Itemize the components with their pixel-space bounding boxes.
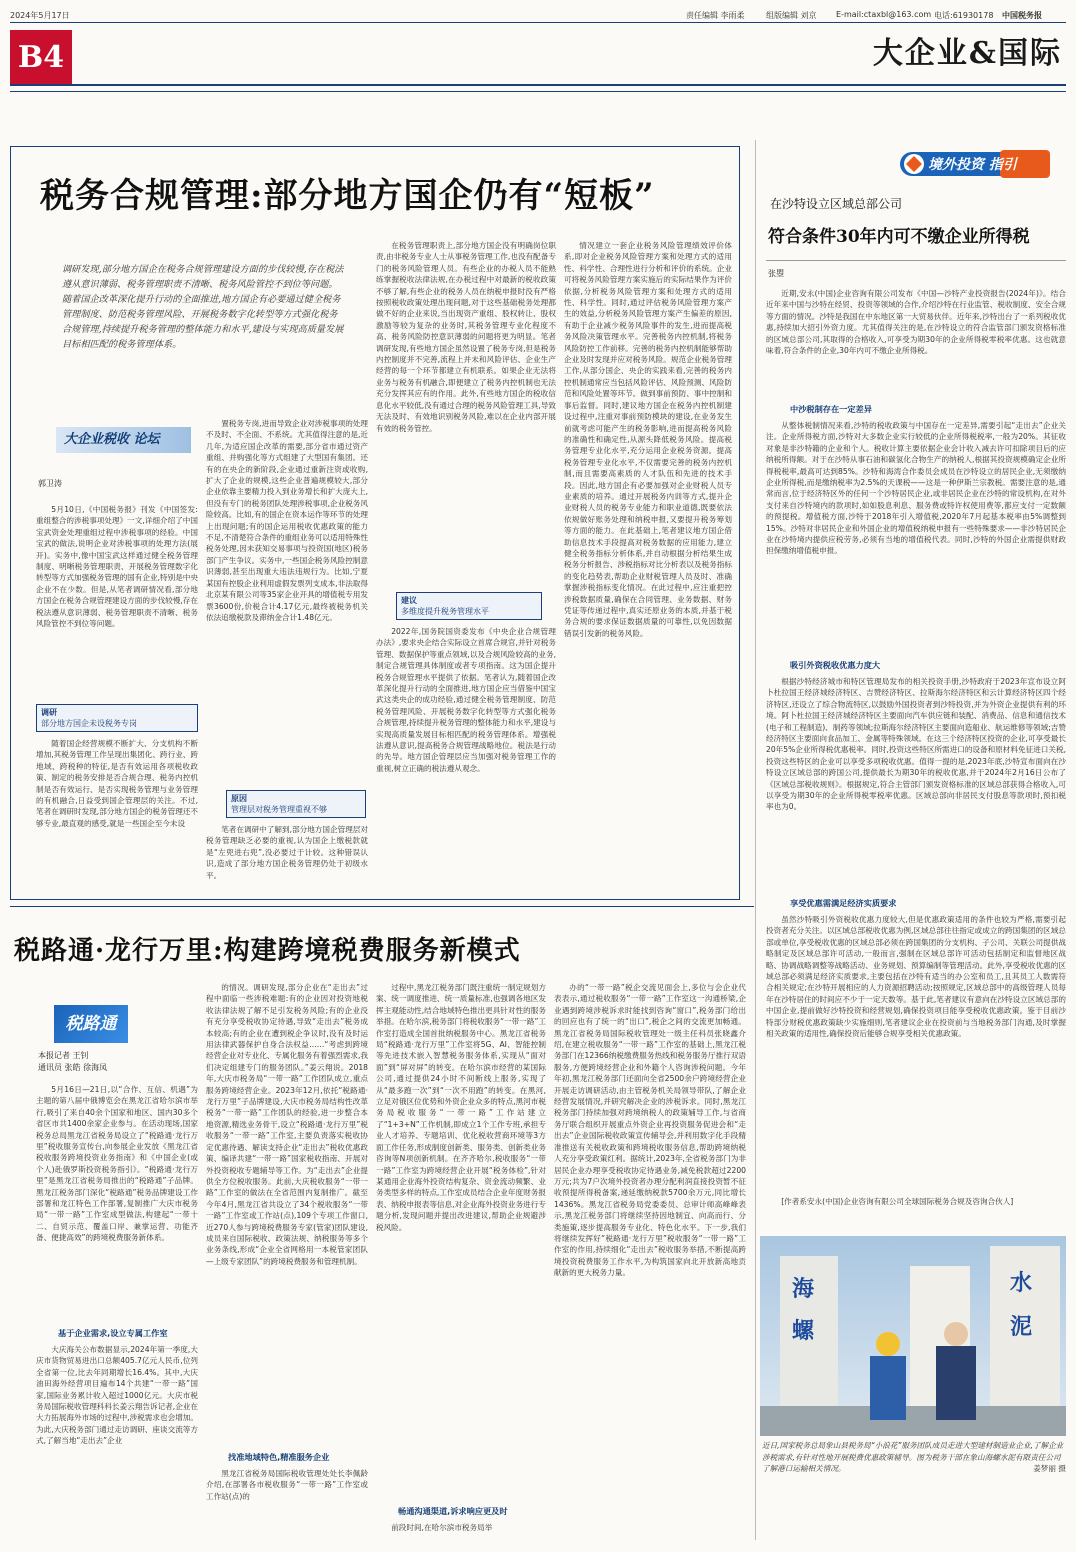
- photo-credit: 姜梦丽 摄: [1033, 1464, 1066, 1473]
- header-layout-editor: 组版编辑 刘京: [766, 11, 817, 20]
- callout-key: 原因: [231, 794, 247, 803]
- article2-col4: [554, 982, 746, 1540]
- news-photo: [760, 1236, 1066, 1436]
- article1-headline: 税务合规管理:部分地方国企仍有“短板”: [40, 176, 655, 216]
- photo-sign-char: 泥: [1010, 1315, 1033, 1340]
- right-subhead-2: 吸引外资税收优惠力度大: [790, 660, 881, 670]
- paragraph: 笔者在调研中了解到,部分地方国企管理层对税务管理缺乏必要的重视,认为国企上缴税款就是“左兜进右兜”,没必要过于计较。这种错误认识,造成了部分地方国企税务管理仍处于初级水平。: [206, 825, 368, 880]
- right-para-2: [766, 420, 1066, 654]
- article2-col3: [376, 982, 546, 1500]
- article1-col1b: [36, 738, 198, 894]
- paragraph: 随着国企经营规模不断扩大、分支机构不断增加,其税务管理工作呈现出集团化、跨行业、跨地域、跨税种的特征,是否有效运用各项税收政策、制定的税务安排是否合规合理、税务内控机制是否有效运行、是否实现税务管理与业务管理的有机融合,日益受到国企管理层的关注。不过,笔者在调研时发现,部分地方国企的税务管理还不够专业,最直观的感受,就是一些国企至今未设: [36, 739, 198, 828]
- tax-road-logo: 税路通: [54, 1005, 128, 1043]
- callout-cause: [226, 790, 366, 818]
- article2-subhead-3: 畅通沟通渠道,诉求响应更及时: [398, 1506, 508, 1516]
- article2-byline-reporter: 本报记者 王钊: [38, 1051, 89, 1060]
- callout-research: [36, 704, 198, 732]
- paragraph: 情况建立一套企业税务风险管理绩效评价体系,即对企业税务风险管理方案和处理方式的适用性、科学性、合理性进行分析和评价的系统。企业可将税务风险管理方案实施后的实际结果作为评价依据,分析税务风险管理方案和处理方式的适用性、科学性。同时,通过评估税务风险管理方案产生的效益,分析税务风险管理方案产生偏差的原因,有助于企业减少税务风险事件的发生,进而提高税务风险决策管理水平。完善税务内控机制,将税务风险防控工作前移。完善的税务内控机制能够帮助企业及时发现并应对税务风险。规范企业税务管理工作,从部分国企、央企的实践来看,完善的税务内控机制通常应当包括风险评估、风险预测、风险防范和风险处置等环节。做到事前预防、事中控制和事后监督。同时,建议地方国企在税务内控机制建设过程中,注重对事前预防模块的建设,在业务发生前就考虑可能产生的税务影响,进而提高税务风险的准确性和确定性,从源头降低税务风险。提高税务管理专业化水平,充分运用企业税务资源。提高税务管理专业化水平,不仅需要完善的税务内控机制,而且需要高素质的人才队伍和先进的技术手段。因此,地方国企有必要加强对企业财税人员专业素质的培养。通过开展税务内训等方式,提升企业财税人员的税务专业能力和职业道德,既要依法依规做好账务处理和纳税申报,又要提升税务筹划等方面的能力。在此基础上,笔者建议地方国企借助信息技术手段提高对税务数据的应用能力,建立健全税务指标分析体系,并自动根据分析结果生成税务分析报告、涉税指标对比分析表以及税务指标的变化趋势表,帮助企业财税管理人员及时、准确掌握涉税指标变化情况。在此过程中,应注重把控涉税数据质量,确保在合同管理、业务数据、财务凭证等传递过程中,真实还原业务的本质,并基于税务合规的要求保证数据质量的可靠性,以免因数据错误引发新的税务风险。: [564, 241, 732, 638]
- paragraph: 办的“一带一路”税企交流见面会上,多位与会企业代表表示,通过税收服务“一带一路”工作室这一沟通桥梁,企业遇到跨境涉税诉求时能找到咨询“窗口”,税务部门给出的回应也有了统一的“出口”,税企之间的交流更加畅通。黑龙江省税务局国际税收管理处一级主任科员张晓鑫介绍,在建立税收服务“一带一路”工作室的基础上,黑龙江税务部门在12366纳税缴费服务热线和税务服务厅推行双语服务,方便跨境经营企业和外籍个人咨询涉税问题。今年年初,黑龙江税务部门还面向全省2500余户跨境经营企业开展走访调研活动,由主管税务机关局领导带队,了解企业经营发展情况,并研究解决企业的涉税诉求。同时,黑龙江税务部门持续加强对跨境纳税人的政策辅导工作,与省商务厅联合组织开展重点外资企业再投资服务促进会和“走出去”企业国际税收政策宣传辅导会,并利用数字化手段精准推送有关税收政策和跨境税收服务信息,帮助跨境纳税人充分享受政策红利。据统计,2023年,全省税务部门为非居民企业办理享受税收协定待遇业务,减免税款超过2200万元;共为7户次境外投资者办理分配利润直接投资暂不征收预提所得税备案,递延缴纳税款5700余万元,同比增长1436%。黑龙江省税务局党委委员、总审计师高峰峰表示,黑龙江税务部门将继续坚持因地制宜、向高而行、分类施策,逐步提高服务专业化、特色化水平。下一步,我们将继续发挥好“税路通·龙行万里”税收服务“一带一路”工作室的作用,持续细化“走出去”税收服务举措,不断提高跨境投资税费服务工作水平,为构筑国家向北开放新高地贡献新的更大税务力量。: [554, 983, 746, 1278]
- right-subhead-3: 享受优惠需满足经济实质要求: [790, 898, 897, 908]
- header-date: 2024年5月17日: [10, 11, 70, 20]
- callout-text: 多维度提升税务管理水平: [401, 607, 489, 616]
- paragraph: 根据沙特经济城市和特区管理局发布的相关投资手册,沙特政府于2023年宣布设立阿卜杜拉国王经济城经济特区、吉赞经济特区、拉斯海尔经济特区和云计算经济特区四个经济特区,还设立了综合物流特区,以鼓励外国投资者到沙特投资,并为外资企业提供有利的环境。阿卜杜拉国王经济城经济特区主要面向汽车供应链和装配、消费品、信息和通信技术(电子和工程制造)、制药等领域;拉斯海尔经济特区主要面向造船业、航运维修等领域;吉赞经济特区主要面向食品加工、金属等特殊领域。在这三个经济特区投资的企业,可享受最长20年5%企业所得税优惠税率。同时,投资这些特区所需进口的设备和原材料免征进口关税,投资这些特区的企业可以享受多项税收优惠。值得一提的是,2023年底,沙特宣布面向在沙特设立区域总部的跨国公司,提供最长为期30年的税收优惠,并于2024年2月16日公布了《区域总部税收规则》。根据规定,符合主管部门颁发资格标准的区域总部获得合格收入,可以享受为期30年的企业所得税零税率优惠。区域总部向非居民支付股息等款项时,预扣税率也为0。: [766, 677, 1066, 812]
- callout-suggestion: [396, 592, 542, 620]
- paragraph: 5月10日,《中国税务报》刊发《中国签发:重组整合的涉税事项处理》一文,详细介绍了中国宝武资金处理重组过程中涉税事项的经验。中国宝武的做法,说明企业对涉税事项的处理方法(展开)。实务中,像中国宝武这样通过健全税务管理制度、明晰税务管理职责、开展税务管理数字化转型等方式加强税务管理的国有企业,特别是中央企业不在少数。但是,从笔者调研情况看,部分地方国企在税务合规管理建设方面的步伐较慢,存在税法遵从意识薄弱、税务管理职责不清晰、税务风险管控不到位等问题。: [36, 505, 198, 629]
- photo-sign-char: 水: [1010, 1271, 1033, 1296]
- paragraph: 5月16日—21日,以“合作、互信、机遇”为主题的第八届中俄博览会在黑龙江省哈尔滨市举行,吸引了来自40余个国家和地区、国内30多个省区市共1400余家企业参与。在活动现场,国家税务总局黑龙江省税务局设立了“税路通·龙行万里”税收服务宣传台,向参展企业发放《黑龙江省税收服务跨境投资业务指南》和《中国企业(或个人)赴俄罗斯投资税务指引》。“税路通·龙行万里”是黑龙江省税务局推出的“税路通”子品牌。黑龙江税务部门深化“税路通”税务品牌建设工作部署和龙江特色工作部署,复制推广大庆市税务局“一带一路”工作室成型做法,构建起“一带十二、自贸示范、覆盖口岸、兼掌运营、功能齐备、便捷高效”的跨境税费服务新体系。: [36, 1085, 198, 1243]
- callout-text: 部分地方国企未设税务专岗: [41, 719, 137, 728]
- right-para-1: [766, 288, 1066, 394]
- header-paper-name: 中国税务报: [1002, 11, 1042, 20]
- article1-author: 郭卫涛: [38, 479, 62, 488]
- header-phone: 电话:61930178: [934, 11, 994, 20]
- article2-col2: [206, 982, 368, 1446]
- photo-sign-char: 螺: [792, 1319, 815, 1344]
- article1-col2: [206, 418, 368, 786]
- caption-text: 近日,国家税务总局象山县税务局“小浪花”服务团队成员走进大型建材制造业企业,了解企业涉税需求,有针对性地开展税费优惠政策辅导。图为税务干部在象山海螺水泥有限责任公司了解港口运输相关情况。: [762, 1441, 1064, 1473]
- article1-col3: [376, 240, 556, 588]
- paragraph: 的情况。调研发现,部分企业在“走出去”过程中面临一些涉税难题:有的企业因对投资地税收法律法规了解不足引发税务风险;有的企业没有充分享受税收协定待遇,导致“走出去”税务成本较高;有的企业在遭到税企争议时,没有及时运用法律武器保护自身合法权益……“考虑到跨境经营企业对专业化、专属化服务有着强烈需求,我们决定组建专门的服务团队。”姜云翔说。2018年,大庆市税务局“一带一路”工作团队成立,重点服务跨境经营企业。2023年12月,依托“税路通·龙行万里”子品牌建设,大庆市税务局结构性改革税务“一带一路”工作团队的经验,进一步整合本地资源,精选业务骨干,设立“税路通·龙行万里”税收服务“一带一路”工作室,主要负责落实税收协定优惠待遇、解读支持企业“走出去”税收优惠政策、编译共建“一带一路”国家税收指南、开展对外投资税收专题辅导等工作。为“走出去”企业提供全方位税收服务。此前,大庆税收服务“一带一路”工作室的做法在全省范围内复制推广。截至今年4月,黑龙江省共设立了34个税收服务“一带一路”工作室或工作站(点),109个专项工作窗口,近270人参与跨境税费服务专家(管家)团队建设,成员来自国际税收、政策法规、纳税服务等多个业务条线,形成“企业全省网格用一本税管家团队—上级专家团队”的跨境税费服务和管理机制。: [206, 983, 368, 1266]
- article-divider: [10, 906, 754, 907]
- paragraph: [作者系安永(中国)企业咨询有限公司全球国际税务合规及咨询合伙人]: [781, 1197, 1014, 1206]
- article2-subhead-1: 基于企业需求,设立专属工作室: [58, 1328, 168, 1338]
- paragraph: 近期,安永(中国)企业咨询有限公司发布《中国—沙特产业投资报告(2024年)》。结合近年来中国与沙特在经贸、投资等领域的合作,介绍沙特在行业监管、税收制度、安全合规等方面的情况。沙特是我国在中东地区第一大贸易伙伴。近年来,沙特出台了一系列税收优惠,持续加大招引外资力度。尤其值得关注的是,在沙特设立的符合监管部门颁发资格标准的区域总部公司,其取得的合格收入,可享受为期30年的企业所得税零税率优惠。这也就意味着,符合条件的企业,30年内可不缴企业所得税。: [766, 289, 1066, 356]
- section-rule: [10, 84, 1066, 86]
- paragraph: 从整体税制情况来看,沙特的税收政策与中国存在一定差异,需要引起“走出去”企业关注。企业所得税方面,沙特对大多数企业实行较低的企业所得税税率,一般为20%。其征收对象是非沙特籍的企业和个人。税收计算主要依据企业会计收入减去许可扣除项目后的应纳税所得额。对于在沙特从事石油和碳氢化合物生产的纳税人,根据其投资规模确定企业所得税税率,最高可达到85%。沙特和海湾合作委员会成员在沙特设立的居民企业,无须缴纳企业所得税,而是缴纳税率为2.5%的天课税——这是一种伊斯兰宗教税。需要注意的是,通常而言,位于经济特区外的任何一个沙特居民企业,或非居民企业在沙特的常设机构,在对外支付来自沙特境内的款项时,如如股息利息、服务费或特许权使用费等,都应支付一定数额的预提税。增值税方面,沙特于2018年引入增值税,2020年7月起基本税率由5%调整到15%。沙特对非居民企业和外国企业的增值税纳税申报有一些特殊要求——非沙特居民企业在沙特境内提供应税劳务,必须有当地的增值税代表。同时,沙特的外国企业需提供财政担保缴纳增值税申报。: [766, 421, 1066, 556]
- article1-col4: [564, 240, 732, 894]
- paragraph: 前段时间,在哈尔滨市税务局举: [391, 1523, 493, 1532]
- article2-byline-correspondent: 通讯员 张皓 徐海凤: [38, 1063, 108, 1072]
- article2-col2b: [206, 1468, 368, 1540]
- right-author-note: [766, 1196, 1066, 1222]
- paragraph: 黑龙江省税务局国际税收管理处处长李佩龄介绍,在部署各市税收服务“一带一路”工作室或工作站(点)的: [206, 1469, 368, 1501]
- paragraph: 2022年,国务院国资委发布《中央企业合规管理办法》,要求央企结合实际设立首席合规官,并针对税务管理、数据保护等重点领域,以及合规风险较高的业务,制定合规管理具体制度或者专项指南。这为国企提升税务合规管理水平提供了依据。笔者认为,随着国企改革深化提升行动的全面推进,地方国企应当借鉴中国宝武这类央企的成功经验,通过健全税务管理制度、防范税务管理风险、开展税务数字化转型等方式强化税务合规管理,持续提升税务管理的整体能力和水平,建设与实现高质量发展目标相匹配的税务管理体系。增强税法遵从意识,提高税务合规管理战略地位。税法是行动的先导。地方国企管理层应当加强对税务管理工作的重视,树立正确的税法遵从观念。: [376, 627, 556, 773]
- vertical-divider: [755, 140, 756, 1540]
- article2-col1b: [36, 1344, 198, 1540]
- section-title: 大企业&国际: [872, 36, 1062, 71]
- article2-col1: [36, 1084, 198, 1320]
- header-email: E-mail:ctaxbl@163.com: [836, 10, 932, 19]
- paragraph: 在税务管理职责上,部分地方国企没有明确岗位职责,由非税务专业人士从事税务管理工作,也没有配备专门的税务风险管理人员。有些企业的办税人员不能熟练掌握税收法律法规,在办税过程中对最新的税收政策不够了解,有些企业的税务人员在纳税申报时没有严格按照税收政策处理出现问题,对于这些基础税务处理都做不好的企业来说,当出现资产重组、股权转让、股权激励等较为复杂的业务时,其税务管理专业化程度不高、税务风险防控意识薄弱的问题将更为明显。笔者调研发现,有些地方国企虽然设置了税务专岗,但是税务内控制度并不完善,流程上并未和风险评估、企业生产经营的每一个环节都建立有机联系。如果企业无法将业务与税务有机融合,即便建立了税务内控机制也无法充分发挥其应有的作用。此外,有些地方国企的税收信息化水平较低,没有通过合理的税务风险管理工具,导致无法及时、有效地识别税务风险,难以在企业内部开展有效的税务管控。: [376, 241, 556, 433]
- right-para-3: [766, 676, 1066, 894]
- callout-text: 管理层对税务管理重视不够: [231, 805, 327, 814]
- article2-subhead-2: 找准地域特色,精准服务企业: [228, 1452, 330, 1462]
- photo-sign-char: 海: [792, 1277, 815, 1302]
- right-headline: 符合条件30年内可不缴企业所得税: [768, 227, 1030, 247]
- article1-col3b: [376, 626, 556, 894]
- article1-col2b: [206, 824, 368, 894]
- header-rule: [10, 22, 1066, 23]
- divider: [766, 260, 1066, 261]
- right-author: 张曌: [768, 269, 784, 278]
- article2-headline: 税路通·龙行万里:构建跨境税费服务新模式: [14, 936, 521, 966]
- paragraph: 虽然沙特吸引外资税收优惠力度较大,但是优惠政策适用的条件也较为严格,需要引起投资者充分关注。以区域总部税收优惠为例,区域总部往往指定或成立的跨国集团的区域总部或单位,享受税收优惠的区域总部必须在跨国集团的分支机构、子公司、关联公司提供战略制定及区域总部许可活动,一般而言,强制在区域总部许可活动包括制定和监督地区战略、协调战略调整等战略活动、业务规划、预算编制等管理活动。此外,享受税收优惠的区域总部必须满足经济实质要求,主要包括在沙特有适当的办公室和员工,且其员工人数需符合相关规定;在沙特开展相应的人力资源招聘活动;按照规定,区域总部中的高级管理人员每年在沙特居住的时间应不少于一定天数等。基于此,笔者建议有意向在沙特设立区域总部的中国企业,提前做好沙特投资和经营规划,确保投资项目能享受税收优惠政策。鉴于目前沙特部分财税优惠政策缺少实施细则,笔者建议企业在投资前与当地税务部门沟通,及时掌握相关政策的适用性,确保投资后能够合规享受相关优惠政策。: [766, 915, 1066, 1039]
- article2-col3b: [376, 1522, 546, 1540]
- callout-key: 调研: [41, 708, 57, 717]
- article1-col1: [36, 504, 198, 702]
- column-logo: 大企业税收 论坛: [56, 427, 191, 453]
- photo-caption: [762, 1440, 1066, 1475]
- overseas-logo-text: 境外投资 指引: [928, 157, 1017, 173]
- right-subhead-1: 中沙税制存在一定差异: [790, 404, 872, 414]
- right-para-4: [766, 914, 1066, 1192]
- section-rule-thin: [10, 91, 1066, 92]
- right-kicker: 在沙特设立区域总部公司: [770, 197, 903, 211]
- callout-key: 建议: [401, 596, 417, 605]
- header-editor: 责任编辑 李雨柔: [686, 11, 745, 20]
- paragraph: 置税务专岗,进而导致企业对涉税事项的处理不及时、不全面、不系统。尤其值得注意的是,近几年,为适应国企改革的需要,部分省市通过资产重组、并购强化等方式组建了大型国有集团。还有的在央企的新阶段,企业通过重新注资或收购,扩大了企业的规模,这些企业普遍规模较大,部分企业依靠主要精力投入到业务增长和扩大庞大上,但没有专门的税务团队处理涉税事项,企业税务风险较高。比如,有的国企在资本运作等环节的处理上出现问题;有的国企运用税收优惠政策的能力不足,不清楚符合条件的重组业务可以适用特殊性税务处理,因未获知交易事项与投资国(地区)税务部门产生争议。实务中,一些国企税务风险控制意识薄弱,甚至出现重大违法违规行为。比如,宁夏某国有控股企业利用虚假发票列支成本,非法取得北京某有限公司等35家企业开具的增值税专用发票3600份,价税合计4.17亿元,最终被税务机关依法追缴税款及滞纳金合计1.48亿元。: [206, 419, 368, 622]
- page-number-badge: B4: [10, 30, 72, 86]
- paragraph: 大庆海关公布数据显示,2024年第一季度,大庆市货物贸易进出口总额405.7亿元人民币,位列全省第一位,比去年同期增长16.4%。其中,大庆油田海外经营项目遍布14个共建“一带一路”国家,国际业务累计收入超过1000亿元。大庆市税务局国际税收管理科科长姜云翔告诉记者,企业在大力拓展海外市场的过程中,涉税需求也会增加。为此,大庆税务部门通过走访调研、座谈交流等方式,了解当地“走出去”企业: [36, 1345, 198, 1446]
- article1-lede: 调研发现,部分地方国企在税务合规管理建设方面的步伐较慢,存在税法遵从意识薄弱、税务管理职责不清晰、税务风险管控不到位等问题。随着国企改革深化提升行动的全面推进,地方国企有必要通过健全税务管理制度、防范税务管理风险、开展税务数字化转型等方式强化税务合规管理,持续提升税务管理的整体能力和水平,建设与实现高质量发展目标相匹配的税务管理体系。: [62, 264, 344, 350]
- paragraph: 过程中,黑龙江税务部门既注重统一制定规划方案、统一调度推进、统一质量标准,也强调各地区发挥主观能动性,结合地域特色推出更具针对性的服务举措。在哈尔滨,税务部门将税收服务“一带一路”工作室打造成全国首批纳税服务中心。黑龙江省税务局“税路通·龙行万里”工作室将5G、AI、智能控制等先进技术嵌入智慧税务服务体系,实现从“面对面”到“屏对屏”的转变。在哈尔滨市经营的某国际公司,通过提供24小时不间断线上服务,实现了从“最多跑一次”到“一次不用跑”的转变。在黑河,立足对俄区位优势和外资企业众多的特点,黑河市税务局税收服务“一带一路”工作站建立了“1+3+N”工作机制,即成立1个工作专班,承担专业人才培养、专题培训、优化税收营商环境等3方面工作任务,形成制度创新类、服务类、创新类业务咨询等N项创新机制。在齐齐哈尔,税收服务“一带一路”工作室为跨境经营企业开展“税务体检”,针对某通用企业海外投资结构复杂、资金流动频繁、业务类型多样的特点,工作室成员结合企业年度财务报表、纳税申报表等信息,对企业海外投资业务进行专题分析,发现问题并提出改进建议,帮助企业规避涉税风险。: [376, 983, 546, 1232]
